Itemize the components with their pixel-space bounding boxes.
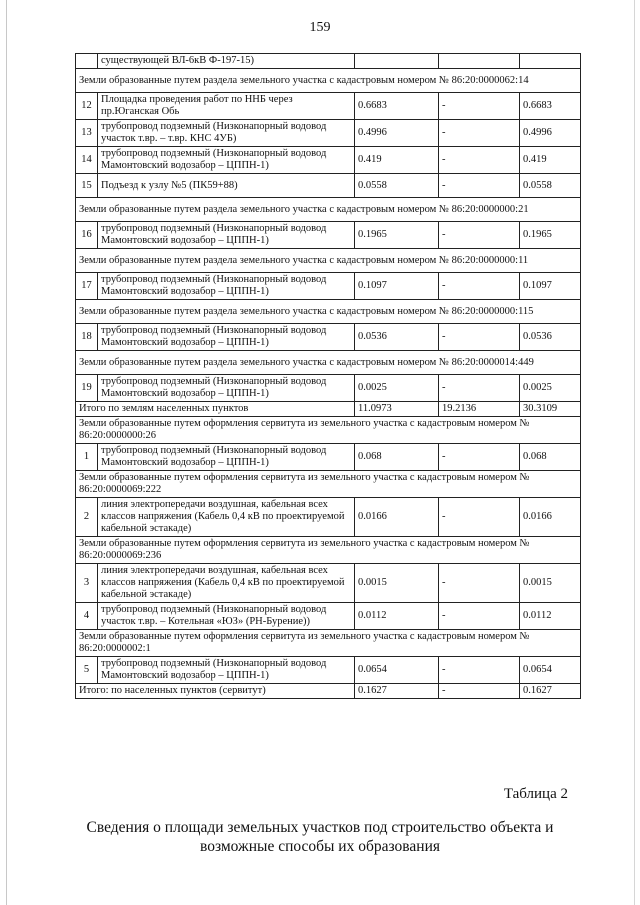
- area-value-3: 0.0112: [520, 603, 581, 630]
- total-value-2: -: [439, 684, 520, 699]
- section-header-text: Земли образованные путем раздела земельного участка с кадастровым номером № 86:20:0000062:14: [76, 69, 581, 93]
- area-value-1: 0.0558: [355, 174, 439, 198]
- object-name: трубопровод подземный (Низконапорный водовод Мамонтовский водозабор – ЦППН-1): [98, 147, 355, 174]
- table-row: [76, 174, 581, 198]
- area-value-1: 0.068: [355, 444, 439, 471]
- section-header-row: [76, 417, 581, 444]
- row-number: 12: [76, 93, 98, 120]
- table-row: [76, 120, 581, 147]
- heading-line-2: возможные способы их образования: [199, 838, 440, 855]
- row-number: 19: [76, 375, 98, 402]
- row-number: 2: [76, 498, 98, 537]
- area-value-3: [520, 54, 581, 69]
- object-name: трубопровод подземный (Низконапорный водовод Мамонтовский водозабор – ЦППН-1): [98, 324, 355, 351]
- section-header-row: [76, 300, 581, 324]
- object-name: трубопровод подземный (Низконапорный водовод участок т.вр. – Котельная «ЮЗ» (РН-Бурение)): [98, 603, 355, 630]
- row-number: 14: [76, 147, 98, 174]
- area-value-1: 0.0166: [355, 498, 439, 537]
- area-value-1: 0.0025: [355, 375, 439, 402]
- row-number: 16: [76, 222, 98, 249]
- section-header-text: Земли образованные путем раздела земельного участка с кадастровым номером № 86:20:0000000:115: [76, 300, 581, 324]
- area-value-2: -: [439, 174, 520, 198]
- section-header-text: Земли образованные путем раздела земельного участка с кадастровым номером № 86:20:0000000:21: [76, 198, 581, 222]
- total-row: [76, 684, 581, 699]
- area-value-2: -: [439, 657, 520, 684]
- table-row: [76, 273, 581, 300]
- section-header-text: Земли образованные путем оформления сервитута из земельного участка с кадастровым номером № 86:20:0000069:222: [76, 471, 581, 498]
- area-value-2: -: [439, 147, 520, 174]
- row-number: 4: [76, 603, 98, 630]
- continued-row: [76, 54, 581, 69]
- table-row: [76, 375, 581, 402]
- area-value-1: 0.4996: [355, 120, 439, 147]
- area-value-3: 0.6683: [520, 93, 581, 120]
- area-value-2: -: [439, 222, 520, 249]
- area-value-1: 0.0536: [355, 324, 439, 351]
- row-number: [76, 54, 98, 69]
- object-name: трубопровод подземный (Низконапорный водовод Мамонтовский водозабор – ЦППН-1): [98, 375, 355, 402]
- area-value-2: -: [439, 564, 520, 603]
- object-name: трубопровод подземный (Низконапорный водовод Мамонтовский водозабор – ЦППН-1): [98, 444, 355, 471]
- object-name: линия электропередачи воздушная, кабельная всех классов напряжения (Кабель 0,4 кВ по проектируемой кабельной эстакаде): [98, 564, 355, 603]
- table-row: [76, 603, 581, 630]
- table-caption: Таблица 2: [503, 786, 568, 802]
- table-row: [76, 564, 581, 603]
- row-number: 17: [76, 273, 98, 300]
- land-plots-table: [75, 53, 581, 699]
- area-value-2: [439, 54, 520, 69]
- row-number: 15: [76, 174, 98, 198]
- section-header-text: Земли образованные путем раздела земельного участка с кадастровым номером № 86:20:0000014:449: [76, 351, 581, 375]
- total-label: Итого по землям населенных пунктов: [76, 402, 355, 417]
- row-number: 13: [76, 120, 98, 147]
- area-value-1: 0.0112: [355, 603, 439, 630]
- total-label: Итого: по населенных пунктов (сервитут): [76, 684, 355, 699]
- area-value-1: [355, 54, 439, 69]
- table-row: [76, 147, 581, 174]
- area-value-3: 0.0536: [520, 324, 581, 351]
- area-value-2: -: [439, 498, 520, 537]
- section-header-row: [76, 249, 581, 273]
- section-header-text: Земли образованные путем раздела земельного участка с кадастровым номером № 86:20:0000000:11: [76, 249, 581, 273]
- area-value-3: 0.1965: [520, 222, 581, 249]
- area-value-1: 0.1965: [355, 222, 439, 249]
- table-row: [76, 444, 581, 471]
- section-header-row: [76, 69, 581, 93]
- area-value-2: -: [439, 324, 520, 351]
- area-value-2: -: [439, 273, 520, 300]
- table-row: [76, 498, 581, 537]
- table-row: [76, 93, 581, 120]
- total-value-1: 11.0973: [355, 402, 439, 417]
- row-number: 5: [76, 657, 98, 684]
- area-value-3: 0.068: [520, 444, 581, 471]
- row-number: 1: [76, 444, 98, 471]
- total-value-3: 0.1627: [520, 684, 581, 699]
- scan-edge-right: [634, 0, 635, 905]
- area-value-3: 0.419: [520, 147, 581, 174]
- area-value-2: -: [439, 375, 520, 402]
- area-value-1: 0.419: [355, 147, 439, 174]
- section-header-row: [76, 471, 581, 498]
- area-value-1: 0.6683: [355, 93, 439, 120]
- section-header-row: [76, 630, 581, 657]
- page-number: 159: [309, 20, 331, 35]
- total-value-3: 30.3109: [520, 402, 581, 417]
- section-header-row: [76, 351, 581, 375]
- table-row: [76, 324, 581, 351]
- area-value-1: 0.0015: [355, 564, 439, 603]
- total-row: [76, 402, 581, 417]
- object-name: трубопровод подземный (Низконапорный водовод Мамонтовский водозабор – ЦППН-1): [98, 273, 355, 300]
- heading-line-1: Сведения о площади земельных участков под строительство объекта и: [86, 819, 554, 836]
- table-row: [76, 657, 581, 684]
- row-number: 3: [76, 564, 98, 603]
- section-header-text: Земли образованные путем оформления сервитута из земельного участка с кадастровым номером № 86:20:0000000:26: [76, 417, 581, 444]
- object-name: трубопровод подземный (Низконапорный водовод Мамонтовский водозабор – ЦППН-1): [98, 222, 355, 249]
- area-value-1: 0.1097: [355, 273, 439, 300]
- total-value-1: 0.1627: [355, 684, 439, 699]
- area-value-3: 0.0015: [520, 564, 581, 603]
- object-name: Подъезд к узлу №5 (ПК59+88): [98, 174, 355, 198]
- scan-edge-left: [6, 0, 7, 905]
- area-value-3: 0.4996: [520, 120, 581, 147]
- object-name: Площадка проведения работ по ННБ через пр.Юганская Обь: [98, 93, 355, 120]
- table-body: [76, 54, 581, 699]
- row-number: 18: [76, 324, 98, 351]
- area-value-3: 0.0025: [520, 375, 581, 402]
- area-value-2: -: [439, 93, 520, 120]
- section-header-row: [76, 198, 581, 222]
- object-name: существующей ВЛ-6кВ Ф-197-15): [98, 54, 355, 69]
- area-value-2: -: [439, 120, 520, 147]
- section-header-row: [76, 537, 581, 564]
- area-value-3: 0.0166: [520, 498, 581, 537]
- object-name: трубопровод подземный (Низконапорный водовод Мамонтовский водозабор – ЦППН-1): [98, 657, 355, 684]
- section-heading: [40, 818, 600, 856]
- area-value-2: -: [439, 603, 520, 630]
- area-value-3: 0.0558: [520, 174, 581, 198]
- area-value-1: 0.0654: [355, 657, 439, 684]
- area-value-3: 0.1097: [520, 273, 581, 300]
- object-name: трубопровод подземный (Низконапорный водовод участок т.вр. – т.вр. КНС 4УБ): [98, 120, 355, 147]
- section-header-text: Земли образованные путем оформления сервитута из земельного участка с кадастровым номером № 86:20:0000002:1: [76, 630, 581, 657]
- table-row: [76, 222, 581, 249]
- total-value-2: 19.2136: [439, 402, 520, 417]
- area-value-2: -: [439, 444, 520, 471]
- area-value-3: 0.0654: [520, 657, 581, 684]
- section-header-text: Земли образованные путем оформления сервитута из земельного участка с кадастровым номером № 86:20:0000069:236: [76, 537, 581, 564]
- object-name: линия электропередачи воздушная, кабельная всех классов напряжения (Кабель 0,4 кВ по проектируемой кабельной эстакаде): [98, 498, 355, 537]
